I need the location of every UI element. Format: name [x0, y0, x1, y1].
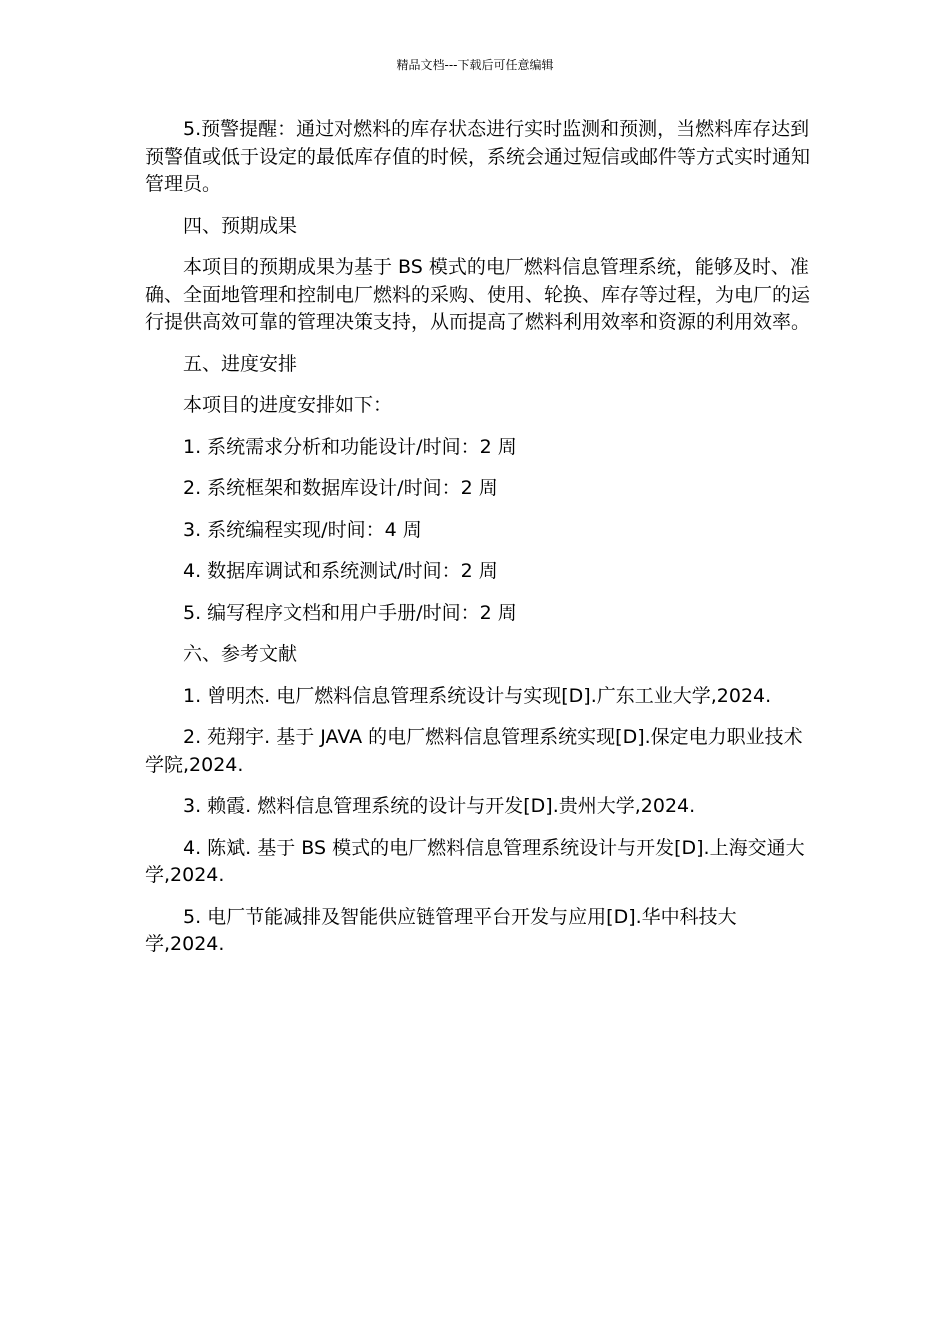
document-body — [145, 116, 810, 973]
reference-item: 2. 苑翔宇. 基于 JAVA 的电厂燃料信息管理系统实现[D].保定电力职业技术学院,2024. — [145, 726, 803, 776]
reference-item: 4. 陈斌. 基于 BS 模式的电厂燃料信息管理系统设计与开发[D].上海交通大学,2024. — [145, 836, 805, 886]
section-heading-expected-results: 四、预期成果 — [183, 214, 298, 237]
section-heading-schedule: 五、进度安排 — [183, 352, 298, 375]
schedule-item: 2. 系统框架和数据库设计/时间：2 周 — [183, 477, 498, 499]
reference-item: 5. 电厂节能减排及智能供应链管理平台开发与应用[D].华中科技大学,2024. — [145, 905, 737, 955]
paragraph-schedule-intro: 本项目的进度安排如下： — [183, 394, 393, 416]
schedule-item: 3. 系统编程实现/时间：4 周 — [183, 518, 422, 541]
section-heading-references: 六、参考文献 — [183, 643, 298, 665]
page-header: 精品文档---下载后可任意编辑 — [396, 58, 554, 72]
paragraph-warning-reminder: 5.预警提醒：通过对燃料的库存状态进行实时监测和预测，当燃料库存达到预警值或低于设定的最低库存值的时候，系统会通过短信或邮件等方式实时通知管理员。 — [145, 118, 811, 195]
schedule-item: 5. 编写程序文档和用户手册/时间：2 周 — [183, 601, 517, 624]
schedule-item: 4. 数据库调试和系统测试/时间：2 周 — [183, 560, 498, 582]
reference-item: 1. 曾明杰. 电厂燃料信息管理系统设计与实现[D].广东工业大学,2024. — [183, 684, 772, 707]
reference-item: 3. 赖霞. 燃料信息管理系统的设计与开发[D].贵州大学,2024. — [183, 795, 696, 817]
paragraph-expected-results: 本项目的预期成果为基于 BS 模式的电厂燃料信息管理系统，能够及时、准确、全面地管理和控制电厂燃料的采购、使用、轮换、库存等过程，为电厂的运行提供高效可靠的管理决策支持，从而提高了燃料利用效率和资源的利用效率。 — [145, 256, 811, 333]
schedule-item: 1. 系统需求分析和功能设计/时间：2 周 — [183, 435, 517, 458]
